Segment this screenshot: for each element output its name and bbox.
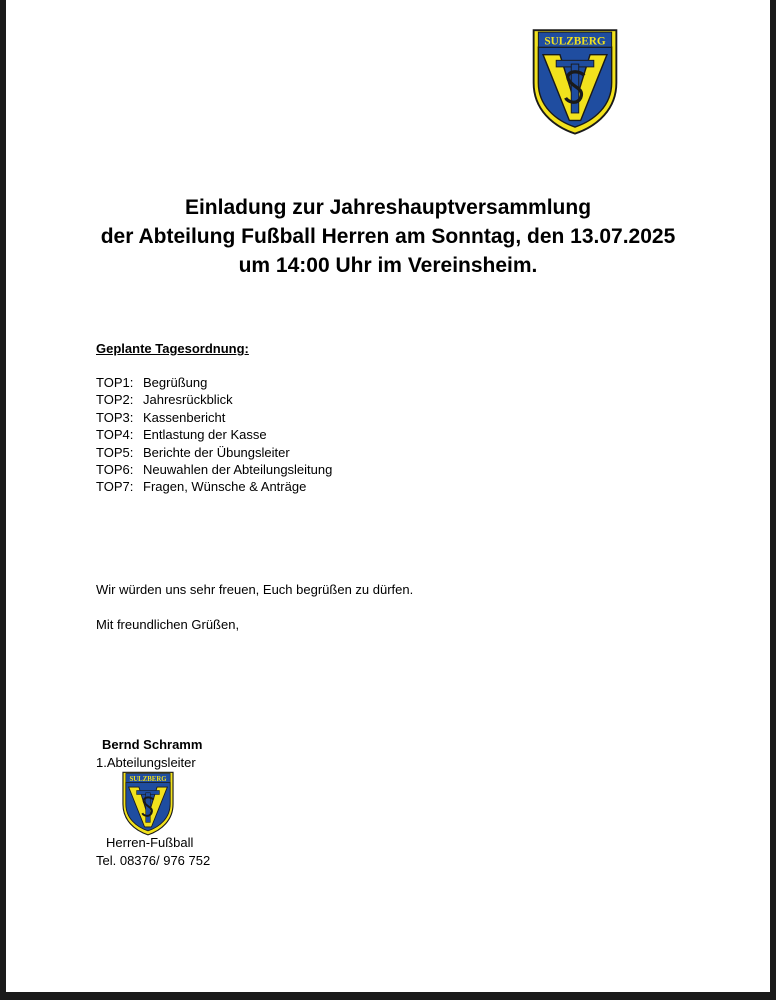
agenda-item	[96, 444, 332, 461]
title-line-1: Einladung zur Jahreshauptversammlung	[184, 196, 592, 219]
agenda-item-number: TOP1:	[96, 375, 134, 390]
tsv-sulzberg-crest-small-icon	[118, 770, 178, 836]
agenda-item	[96, 478, 332, 495]
signatory-phone: Tel. 08376/ 976 752	[96, 853, 211, 868]
document-title	[6, 193, 770, 280]
agenda-item	[96, 461, 332, 478]
signatory-department: Herren-Fußball	[106, 835, 194, 850]
welcome-text: Wir würden uns sehr freuen, Euch begrüßen zu dürfen.	[96, 582, 414, 597]
agenda-item	[96, 426, 332, 443]
agenda-heading: Geplante Tagesordnung:	[96, 341, 249, 356]
agenda-item-number: TOP5:	[96, 444, 134, 460]
agenda-item-text: Entlastung der Kasse	[143, 427, 267, 443]
agenda-item-number: TOP3:	[96, 409, 134, 425]
signatory-role: 1.Abteilungsleiter	[96, 755, 196, 770]
signatory-name: Bernd Schramm	[102, 737, 203, 752]
closing-text: Mit freundlichen Grüßen,	[96, 617, 240, 632]
agenda-item	[96, 391, 332, 408]
agenda-item-text: Fragen, Wünsche & Anträge	[143, 479, 307, 495]
title-line-3: um 14:00 Uhr im Vereinsheim.	[238, 254, 538, 277]
agenda-item-number: TOP4:	[96, 427, 134, 443]
agenda-item-text: Berichte der Übungsleiter	[143, 444, 290, 460]
agenda-item-text: Jahresrückblick	[143, 392, 233, 408]
agenda-item-text: Begrüßung	[143, 375, 208, 390]
agenda-list	[96, 374, 332, 496]
agenda-item-number: TOP6:	[96, 462, 134, 478]
logo-text: SULZBERG	[544, 35, 606, 48]
agenda-item	[96, 374, 332, 391]
agenda-item-text: Neuwahlen der Abteilungsleitung	[143, 462, 333, 478]
logo-text-small: SULZBERG	[129, 775, 167, 783]
agenda-item-text: Kassenbericht	[143, 409, 226, 425]
title-line-2: der Abteilung Fußball Herren am Sonntag, den 13.07.2025	[100, 225, 676, 248]
document-page	[6, 0, 770, 992]
agenda-item-number: TOP7:	[96, 479, 134, 495]
agenda-item	[96, 409, 332, 426]
agenda-item-number: TOP2:	[96, 392, 134, 408]
tsv-sulzberg-crest-icon	[528, 26, 622, 136]
